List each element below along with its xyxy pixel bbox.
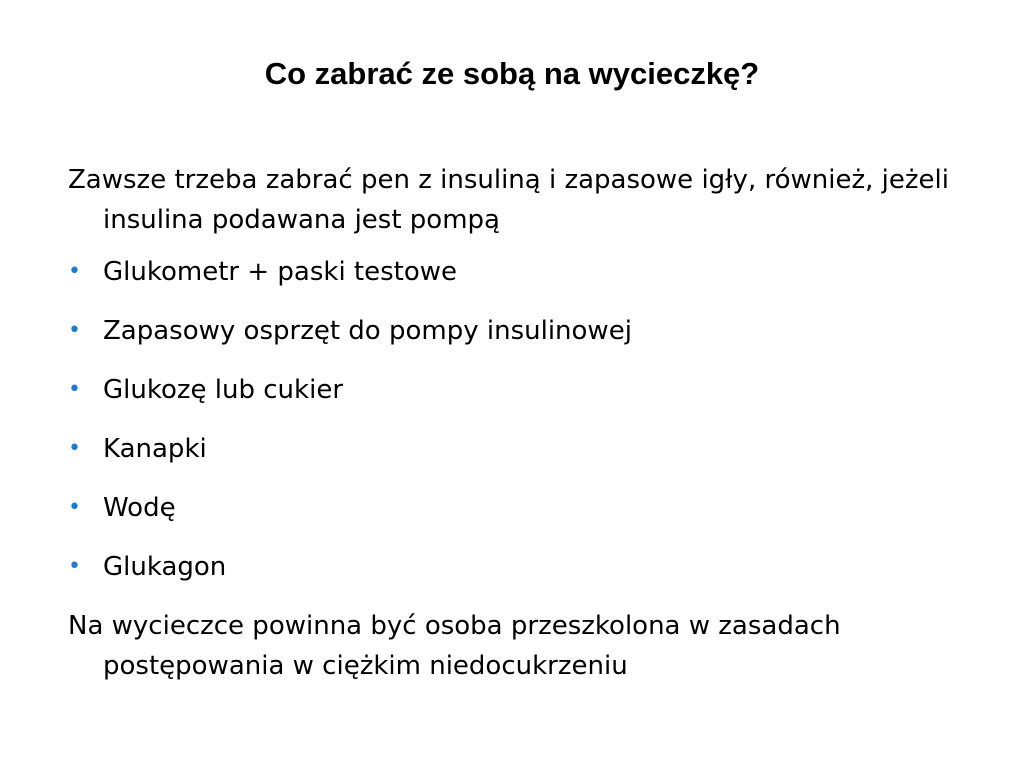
bullet-icon: •: [68, 377, 81, 402]
list-item-label: Glukagon: [103, 552, 227, 582]
list-item-label: Wodę: [103, 493, 176, 523]
closing-paragraph: Na wycieczce powinna być osoba przeszkolona w zasadach postępowania w ciężkim niedocukrzeniu: [68, 611, 841, 681]
list-item-label: Glukometr + paski testowe: [103, 257, 458, 287]
list-item: [68, 311, 968, 351]
intro-paragraph: Zawsze trzeba zabrać pen z insuliną i zapasowe igły, również, jeżeli insulina podawana jest pompą: [68, 165, 949, 235]
slide-content: [68, 160, 968, 698]
bullet-list: [68, 252, 968, 587]
list-item: [68, 547, 968, 587]
slide-title: Co zabrać ze sobą na wycieczkę?: [264, 56, 760, 91]
list-item: [68, 488, 968, 528]
bullet-icon: •: [68, 259, 81, 284]
bullet-icon: •: [68, 495, 81, 520]
bullet-icon: •: [68, 436, 81, 461]
list-item-label: Zapasowy osprzęt do pompy insulinowej: [103, 316, 632, 346]
list-item-label: Kanapki: [103, 434, 207, 464]
list-item: [68, 252, 968, 292]
bullet-icon: •: [68, 554, 81, 579]
list-item: [68, 370, 968, 410]
bullet-icon: •: [68, 318, 81, 343]
list-item: [68, 429, 968, 469]
list-item-label: Glukozę lub cukier: [103, 375, 344, 405]
